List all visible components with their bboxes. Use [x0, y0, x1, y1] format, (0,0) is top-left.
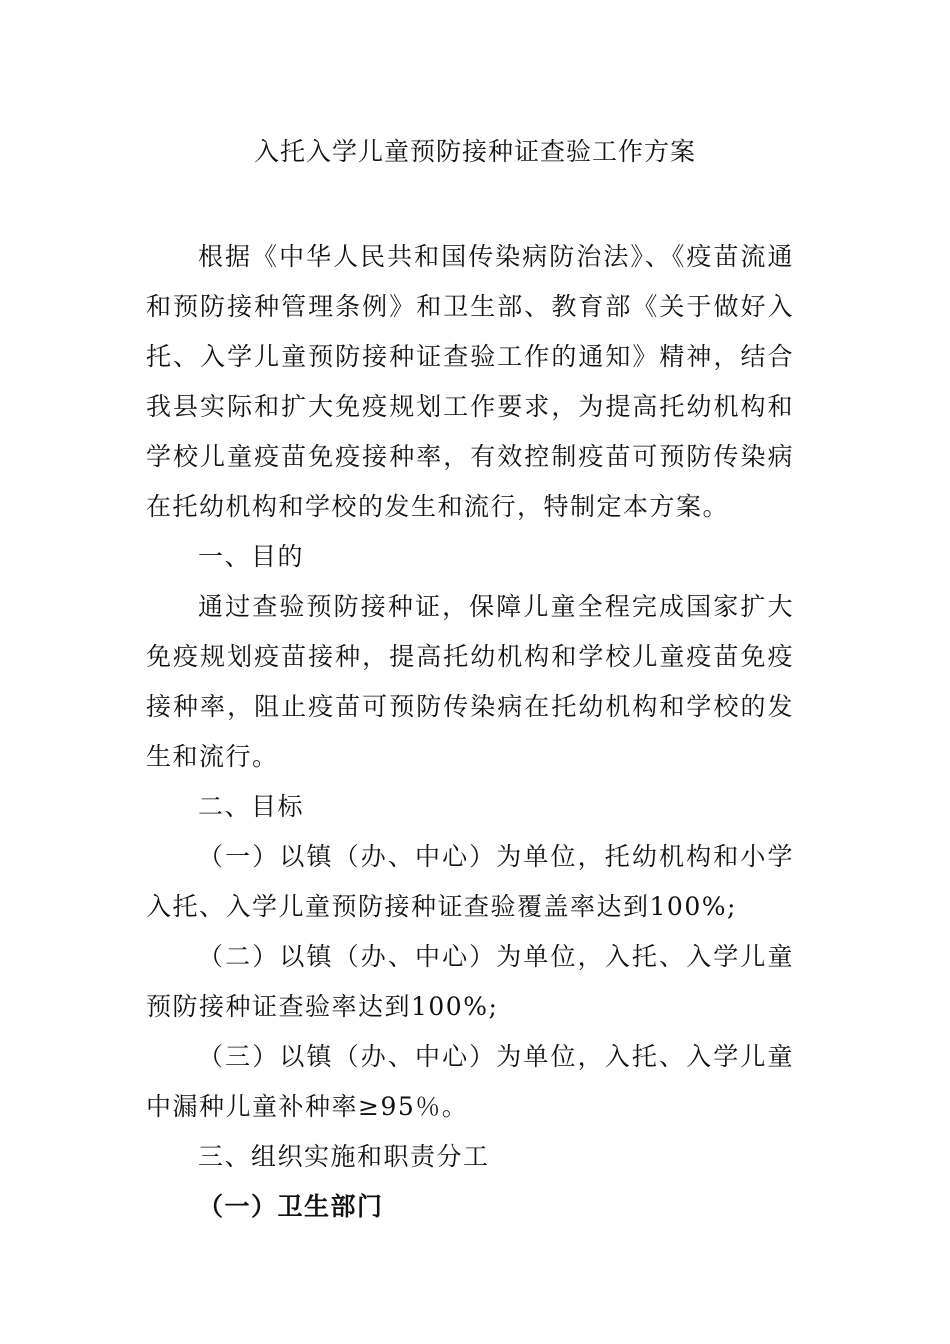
intro-paragraph: 根据《中华人民共和国传染病防治法》、《疫苗流通和预防接种管理条例》和卫生部、教育部《关于做好入托、入学儿童预防接种证查验工作的通知》精神，结合我县实际和扩大免疫规划工作要求，为提高托幼机构和学校儿童疫苗免疫接种率，有效控制疫苗可预防传染病在托幼机构和学校的发生和流行，特制定本方案。: [146, 242, 794, 521]
subsection-heading-health-dept: （一）卫生部门: [198, 1192, 384, 1221]
purpose-paragraph: 通过查验预防接种证，保障儿童全程完成国家扩大免疫规划疫苗接种，提高托幼机构和学校儿童疫苗免疫接种率，阻止疫苗可预防传染病在托幼机构和学校的发生和流行。: [146, 592, 794, 771]
section-heading-purpose: 一、目的: [198, 542, 305, 571]
goal-item-2: （二）以镇（办、中心）为单位，入托、入学儿童预防接种证查验率达到100%;: [146, 942, 794, 1021]
section-heading-organization: 三、组织实施和职责分工: [198, 1142, 490, 1171]
goal-item-3: （三）以镇（办、中心）为单位，入托、入学儿童中漏种儿童补种率≥95％。: [146, 1042, 794, 1121]
goal-item-1: （一）以镇（办、中心）为单位，托幼机构和小学入托、入学儿童预防接种证查验覆盖率达到100%;: [146, 842, 794, 921]
document-body: [146, 232, 794, 1232]
section-heading-goals: 二、目标: [198, 792, 305, 821]
document-title: 入托入学儿童预防接种证查验工作方案: [253, 137, 696, 166]
